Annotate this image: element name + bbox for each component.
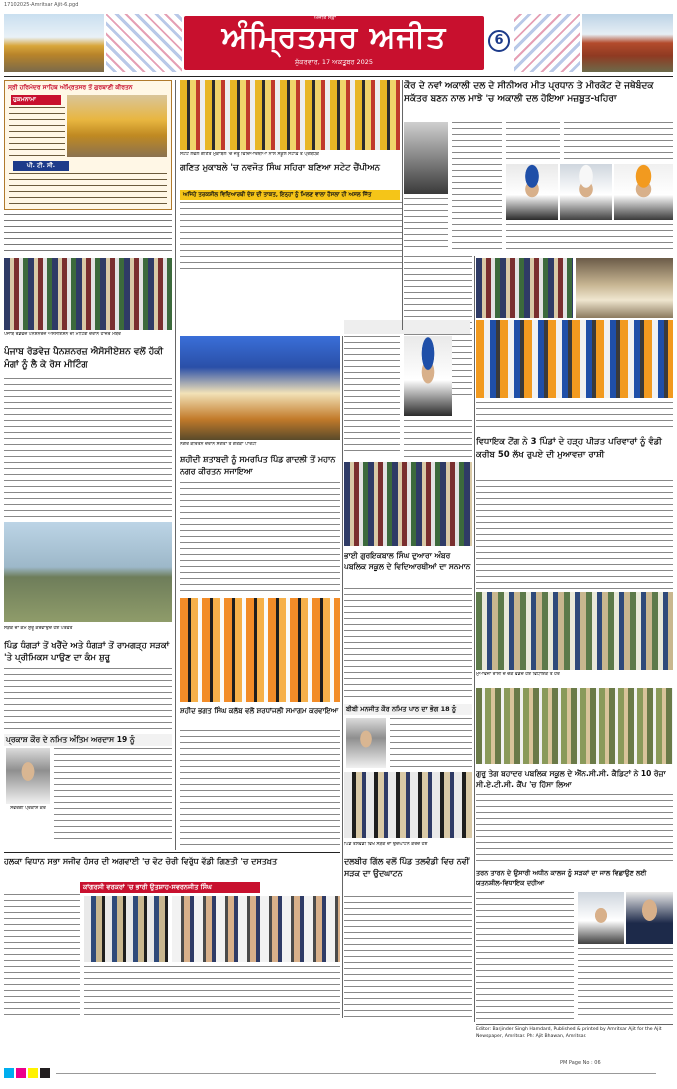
divider-1 xyxy=(175,80,176,850)
divider-2 xyxy=(402,80,403,330)
akali-body-4 xyxy=(404,198,448,252)
akali-headline: ਕੌਰ ਦੇ ਨਵਾਂ ਅਕਾਲੀ ਦਲ ਦੇ ਸੀਨੀਅਰ ਮੀਤ ਪ੍ਰਧਾਨ ਤੇ ਮੀਰਕੋਟ ਦੇ ਜਥੇਬੰਦਕ ਸਕੱਤਰ ਬਣਨ ਨਾਲ ਮਾਝੇ 'ਚ ਅਕਾਲੀ ਦਲ ਹੋਇਆ ਮਜ਼ਬੂਤ-ਖਹਿਰਾ xyxy=(404,81,654,104)
mid-strip-body xyxy=(344,336,400,456)
obit2-body xyxy=(390,718,472,768)
ad-box xyxy=(4,80,172,210)
ad-body xyxy=(9,107,65,159)
obit2-headline: ਬੀਬੀ ਮਨਜੀਤ ਕੌਰ ਨਮਿਤ ਪਾਠ ਦਾ ਭੋਗ 18 ਨੂੰ xyxy=(344,704,472,715)
students-photo xyxy=(344,462,472,546)
cmyk-swatch-cyan xyxy=(4,1068,14,1078)
ad-title: ਸ੍ਰੀ ਹਰਿਮੰਦਰ ਸਾਹਿਬ ਅੰਮ੍ਰਿਤਸਰ ਤੋਂ ਗੁਰਬਾਣੀ ਕੀਰਤਨ xyxy=(8,84,133,91)
akali-portrait-2 xyxy=(560,164,612,220)
masthead-title: ਅੰਮ੍ਰਿਤਸਰ ਅਜੀਤ xyxy=(221,20,447,55)
ncc-photo xyxy=(476,688,673,764)
akali-portrait-1 xyxy=(506,164,558,220)
compensation-photo xyxy=(476,592,673,670)
akali-body-1 xyxy=(452,122,502,252)
college-body xyxy=(476,892,574,1020)
golden-temple-photo xyxy=(4,14,104,72)
impressum: Editor: Barjinder Singh Hamdard, Published & printed by Amritsar Ajit for the Ajit Newspaper, Amritsar. Ph: Ajit Bhawan, Amritsar. xyxy=(476,1024,673,1056)
footer-page-label: PM Page No : 06 xyxy=(560,1060,601,1066)
mid-strip-headline xyxy=(344,320,470,334)
nagar-kirtan-headline: ਸ਼ਹੀਦੀ ਸ਼ਤਾਬਦੀ ਨੂੰ ਸਮਰਪਿਤ ਪਿੰਡ ਗਾਦਲੀ ਤੋਂ ਮਹਾਨ ਨਗਰ ਕੀਰਤਨ ਸਜਾਇਆ xyxy=(180,455,336,476)
ncc-headline: ਗੁਰੂ ਤੇਗ ਬਹਾਦਰ ਪਬਲਿਕ ਸਕੂਲ ਦੇ ਐੱਨ.ਸੀ.ਸੀ. ਕੈਡਿਟਾਂ ਨੇ 10 ਰੋਜ਼ਾ ਸੀ.ਏ.ਟੀ.ਸੀ. ਕੈਂਪ 'ਚ ਹਿੱਸਾ ਲਿਆ xyxy=(476,769,666,789)
dalbir-body xyxy=(344,896,472,1018)
college-portrait-2 xyxy=(626,892,673,944)
masthead-rule xyxy=(4,76,673,77)
compensation-headline: ਵਿਧਾਇਕ ਟੌਂਗ ਨੇ 3 ਪਿੰਡਾਂ ਦੇ ਹੜ੍ਹ ਪੀੜਤ ਪਰਿਵਾਰਾਂ ਨੂੰ ਵੰਡੀ ਕਰੀਬ 50 ਲੱਖ ਰੁਪਏ ਦੀ ਮੁਆਵਜ਼ਾ ਰਾਸ਼ੀ xyxy=(476,437,662,460)
nagar-kirtan-caption: ਨਗਰ ਕੀਰਤਨ ਦੌਰਾਨ ਸੰਗਤਾਂ ਤੇ ਗੱਤਕਾ ਪਾਰਟੀ xyxy=(180,442,257,447)
road-work-caption: ਸੜਕ ਦਾ ਕੰਮ ਸ਼ੁਰੂ ਕਰਵਾਉਂਦੇ ਹੋਏ ਪਤਵੰਤੇ xyxy=(4,626,73,631)
akali-meeting-photo-2 xyxy=(576,258,673,318)
math-winners-caption: ਸਟੇਟ ਲੈਵਲ ਗਣਿਤ ਮੁਕਾਬਲੇ 'ਚ ਜੇਤੂ ਵਿਦਿਆਰਥੀਆਂ ਨਾਲ ਸਕੂਲ ਸਟਾਫ਼ ਤੇ ਪ੍ਰਬੰਧਕ xyxy=(180,152,320,157)
masthead-title-box xyxy=(184,16,484,70)
compensation-body xyxy=(476,480,673,590)
students-body xyxy=(344,588,472,700)
pensioners-caption: ਪੰਜਾਬ ਰੋਡਵੇਜ਼ ਪੈਨਸ਼ਨਰਜ਼ ਐਸੋਸੀਏਸ਼ਨ ਦੀ ਮੀਟਿੰਗ ਦੌਰਾਨ ਹਾਜ਼ਰ ਮੈਂਬਰ xyxy=(4,332,121,337)
nagar-kirtan-photo xyxy=(180,336,340,440)
ncc-body xyxy=(476,794,673,864)
math-headline: ਗਣਿਤ ਮੁਕਾਬਲੇ 'ਚ ਨਵਜੋਤ ਸਿੰਘ ਸਹਿਰਾ ਬਣਿਆ ਸਟੇਟ ਚੈਂਪੀਅਨ xyxy=(180,163,380,173)
obit2-portrait xyxy=(346,718,386,768)
vote-body-2 xyxy=(84,966,340,1018)
road-work-headline: ਪਿੰਡ ਧੰਗੜਾਂ ਤੋਂ ਖਰੈਂਦੇ ਅਤੇ ਧੰਗੜਾਂ ਤੋਂ ਰਾਮਗੜ੍ਹ ਸੜਕਾਂ 'ਤੇ ਪ੍ਰੀਮਿਕਸ ਪਾਉਣ ਦਾ ਕੰਮ ਸ਼ੁਰੂ xyxy=(4,641,170,663)
dalbir-headline: ਦਲਬੀਰ ਗਿੱਲ ਵਲੋਂ ਪਿੰਡ ਤਲਵੰਡੀ ਵਿਚ ਨਵੀਂ ਸੜਕ ਦਾ ਉਦਘਾਟਨ xyxy=(344,857,470,878)
obit-box xyxy=(4,734,172,844)
cmyk-swatch-black xyxy=(40,1068,50,1078)
monument-photo xyxy=(582,14,673,72)
club-body xyxy=(180,730,340,850)
vote-photo-1 xyxy=(84,896,168,962)
akali-body-2 xyxy=(506,122,560,162)
registration-rule xyxy=(56,1073,656,1074)
college-portrait-1 xyxy=(578,892,624,944)
pensioners-body xyxy=(4,378,172,518)
ad-temple-photo xyxy=(67,95,167,157)
obit-headline: ਪ੍ਰਕਾਸ਼ ਕੌਰ ਦੇ ਨਮਿਤ ਅੰਤਿਮ ਅਰਦਾਸ 19 ਨੂੰ xyxy=(4,734,172,746)
masthead-band xyxy=(0,12,677,74)
pattern-left xyxy=(106,14,182,72)
math-winners-photo xyxy=(180,80,400,150)
bottom-rule xyxy=(4,852,340,853)
akali-photo-left xyxy=(404,122,448,194)
college-body-2 xyxy=(578,948,673,1020)
akali-meeting-photo-1 xyxy=(476,258,573,318)
vote-headline: ਹਲਕਾ ਵਿਧਾਨ ਸਭਾ ਸਜੀਵ ਹੰਸਰ ਦੀ ਅਗਵਾਈ 'ਚ ਵੋਟ ਚੋਰੀ ਵਿਰੁੱਧ ਵੱਡੀ ਗਿਣਤੀ 'ਚ ਦਸਤਖ਼ਤ xyxy=(4,857,278,866)
obit-portrait-caption: ਸਵਰਗੀ ਪ੍ਰਕਾਸ਼ ਕੌਰ xyxy=(10,806,46,811)
page-number-badge: 6 xyxy=(488,30,510,52)
left-strip-text xyxy=(4,214,172,254)
ad-label: ਹੁਕਮਨਾਮਾ xyxy=(11,95,61,105)
nagar-kirtan-body xyxy=(180,482,340,592)
akali-body-5 xyxy=(506,224,673,252)
club-event-photo xyxy=(180,598,340,702)
obit-body xyxy=(54,748,172,842)
dalbir-caption: ਪਿੰਡ ਤਲਵੰਡੀ ਵਿਖੇ ਸੜਕ ਦਾ ਉਦਘਾਟਨ ਕਰਦੇ ਹੋਏ xyxy=(344,842,428,847)
divider-4 xyxy=(474,256,475,1022)
akali-body-3 xyxy=(564,122,673,162)
compensation-intro xyxy=(476,402,673,432)
mid-strip-portrait xyxy=(404,336,452,416)
compensation-caption: ਮੁਆਵਜ਼ਾ ਰਾਸ਼ੀ ਦੇ ਚੈੱਕ ਵੰਡਦੇ ਹੋਏ ਵਿਧਾਇਕ ਤੇ ਹੋਰ xyxy=(476,672,560,677)
club-headline: ਸ਼ਹੀਦ ਭਗਤ ਸਿੰਘ ਕਲੱਬ ਵਲੋਂ ਸ਼ਰਧਾਂਜਲੀ ਸਮਾਗਮ ਕਰਵਾਇਆ xyxy=(180,707,339,715)
vote-banner: ਕਾਂਗਰਸੀ ਵਰਕਰਾਂ 'ਚ ਭਾਰੀ ਉਤਸ਼ਾਹ-ਸਵਰਨਜੀਤ ਸਿੰਘ xyxy=(80,882,260,893)
students-headline: ਭਾਈ ਗੁਰਇਕਬਾਲ ਸਿੰਘ ਦੁਆਰਾ ਅੰਬਰ ਪਬਲਿਕ ਸਕੂਲ ਦੇ ਵਿਦਿਆਰਥੀਆਂ ਦਾ ਸਨਮਾਨ xyxy=(344,551,471,571)
dalbir-photo-1 xyxy=(344,772,472,838)
pensioners-photo xyxy=(4,258,172,330)
math-subhead: ਅਜਿਹੇ ਤਰਕਸ਼ੀਲ ਵਿਦਿਆਰਥੀ ਦੇਸ਼ ਦੀ ਤਾਕਤ, ਇਨ੍ਹਾਂ ਨੂੰ ਮਿਲਣ ਵਾਲਾ ਹੌਸਲਾ ਹੀ ਅਸਲ ਜਿੱਤ xyxy=(180,190,400,200)
mid-strip-body-2 xyxy=(404,420,472,460)
cmyk-swatch-magenta xyxy=(16,1068,26,1078)
divider-3 xyxy=(342,336,343,1018)
date-line: ਸ਼ੁੱਕਰਵਾਰ, 17 ਅਕਤੂਬਰ 2025 xyxy=(294,58,374,66)
pattern-right xyxy=(514,14,580,72)
road-work-photo xyxy=(4,522,172,622)
akali-portrait-3 xyxy=(614,164,673,220)
math-body xyxy=(180,202,402,272)
road-work-body xyxy=(4,668,172,730)
cmyk-swatch-yellow xyxy=(28,1068,38,1078)
edition-tag: ਅਜੀਤ ਸਫ਼ਾ xyxy=(314,15,336,21)
ad-badge: ਪੀ. ਟੀ. ਸੀ. xyxy=(13,161,69,171)
vote-body-1 xyxy=(4,894,80,1018)
college-headline: ਤਰਨ ਤਾਰਨ ਦੇ ਉਸਾਰੀ ਅਧੀਨ ਕਾਲਜ ਨੂੰ ਸੜਕਾਂ ਦਾ ਜਾਲ ਵਿਛਾਉਣ ਲਈ ਯਤਨਸ਼ੀਲ-ਵਿਧਾਇਕ ਦਹੀਆ xyxy=(476,869,647,887)
vote-photo-2 xyxy=(172,896,340,962)
print-slug: 17102025-Amritsar Ajit-6.pgd xyxy=(4,2,79,8)
ad-bottom-text xyxy=(9,173,167,207)
akali-meeting-photo-3 xyxy=(476,320,673,398)
obit-portrait xyxy=(6,748,50,804)
registration-bar xyxy=(4,1068,673,1078)
pensioners-headline: ਪੰਜਾਬ ਰੋਡਵੇਜ਼ ਪੈਨਸ਼ਨਰਜ਼ ਐਸੋਸੀਏਸ਼ਨ ਵਲੋਂ ਹੱਕੀ ਮੰਗਾਂ ਨੂੰ ਲੈ ਕੇ ਰੋਸ ਮੀਟਿੰਗ xyxy=(4,347,164,370)
